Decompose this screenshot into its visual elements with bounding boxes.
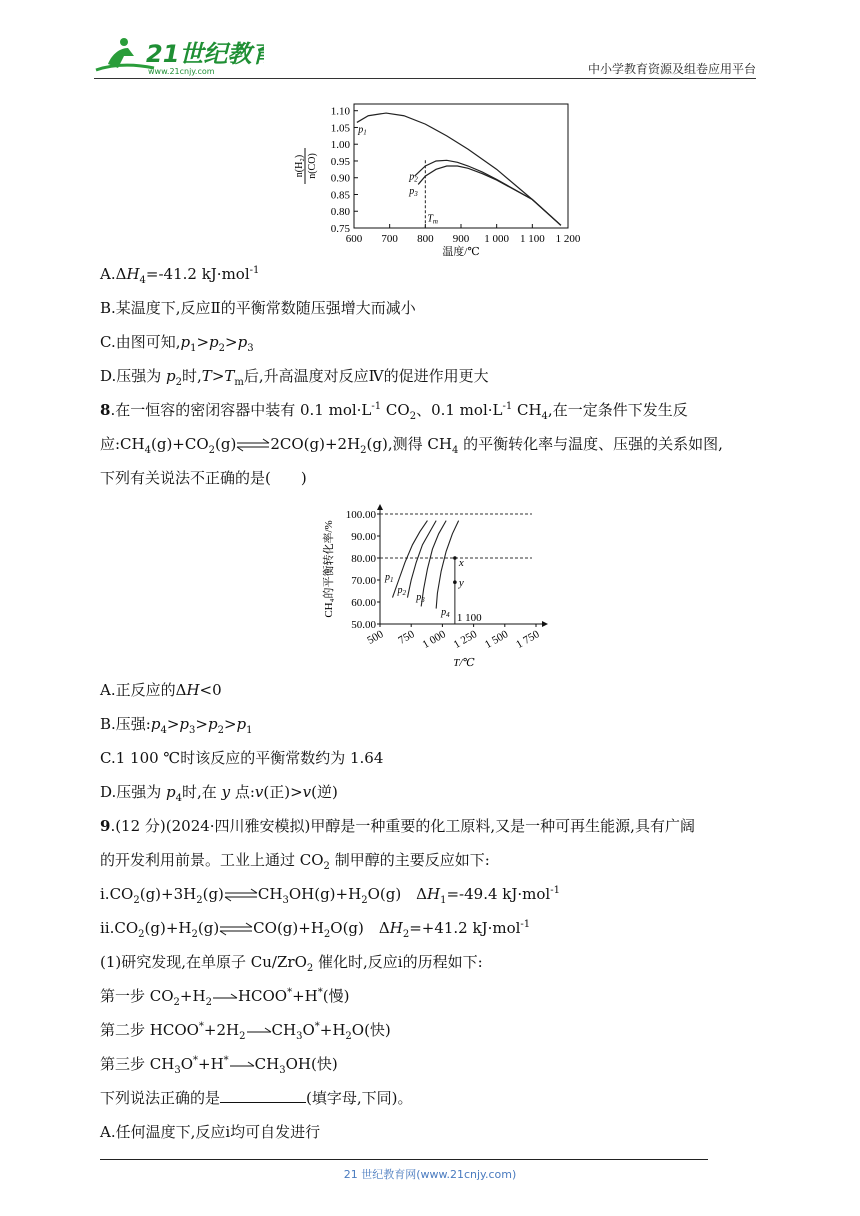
label-p2: $p_2$ [397, 585, 406, 598]
y-tick-label: 0.75 [330, 223, 350, 235]
reaction-arrow-icon [246, 1025, 272, 1037]
y-tick-label: 1.10 [330, 105, 350, 118]
y-tick-label: 1.05 [330, 122, 350, 135]
label-p3: $p_3$ [409, 185, 418, 198]
t1100-label: 1 100 [456, 612, 482, 624]
q8-option-d: D.压强为 $p_4$时,在 y 点:v(正)>v(逆) [100, 783, 338, 804]
q8-stem-line3: 下列有关说法不正确的是( ) [100, 469, 307, 487]
series-line-p2 [407, 521, 436, 598]
q7-option-b: B.某温度下,反应Ⅱ的平衡常数随压强增大而减小 [100, 299, 416, 317]
q9-option-a: A.任何温度下,反应ⅰ均可自发进行 [100, 1123, 321, 1141]
figure-h2-co-ratio-chart [290, 96, 580, 260]
y-tick-label: 70.00 [351, 575, 376, 587]
x-axis-label: 温度/℃ [442, 246, 480, 256]
site-logo[interactable] [94, 34, 264, 78]
x-axis-label: T/℃ [453, 657, 475, 669]
y-tick-label: 0.95 [330, 155, 350, 168]
y-tick-label: 50.00 [351, 619, 376, 631]
series-line-p1 [357, 113, 561, 225]
y-tick-label: 60.00 [351, 597, 376, 609]
x-tick-label: 1 000 [484, 233, 510, 245]
y-label-denominator: n(CO) [307, 153, 318, 179]
x-tick-label: 500 [365, 628, 386, 647]
x-tick-label: 750 [396, 628, 417, 647]
plot-frame [354, 104, 568, 228]
q8-number: 8 [100, 401, 111, 419]
page-header [94, 34, 756, 78]
q9-question [100, 1088, 413, 1108]
q9-step2: 第二步 $HCOO^*+2H_2$ $CH_3O^*+H_2O$(快) [100, 1021, 391, 1042]
equilibrium-arrow-icon [219, 922, 253, 936]
q8-option-a: A.正反应的ΔH<0 [100, 681, 222, 699]
y-axis-arrow-icon [377, 504, 383, 510]
answer-blank[interactable] [220, 1088, 306, 1103]
q7-option-c: C.由图可知$,p_1>p_2>p_3$ [100, 333, 254, 354]
label-p2: $p_2$ [409, 171, 418, 184]
q8-option-c: C.1 100 ℃时该反应的平衡常数约为 1.64 [100, 749, 384, 767]
question-text: 下列说法正确的是 [100, 1089, 221, 1107]
y-axis-label: CH₄的平衡转化率/% [323, 520, 335, 618]
reaction-arrow-icon [229, 1059, 255, 1071]
q9-stem-line1: 9.(12 分)(2024·四川雅安模拟)甲醇是一种重要的化工原料,又是一种可再生能源,具有广阔 [100, 817, 695, 835]
q9-reaction-ii: $ⅱ.CO_2(g)+H_2(g)$ $CO(g)+H_2O(g)$ $\Delta H_2=+41.2$ kJ·mol$^{-1}$ [100, 919, 531, 940]
point-label-y: y [458, 577, 464, 590]
figure-ch4-conversion-chart [318, 500, 548, 674]
label-p1: $p_1$ [385, 572, 394, 584]
x-tick-label: 1 250 [451, 628, 480, 651]
label-tm: $T_m$ [427, 213, 438, 226]
series-line-p2 [415, 160, 561, 225]
series-line-p3 [421, 521, 446, 607]
q9-step1: 第一步 $CO_2+H_2$ HCOO*+H*(慢) [100, 987, 350, 1008]
x-tick-label: 1 100 [519, 233, 545, 245]
q7-option-d: D.压强为 $p_2$时$,T>T_m$后,升高温度对反应Ⅳ的促进作用更大 [100, 367, 489, 388]
footer-text[interactable]: 21 世纪教育网(www.21cnjy.com) [343, 1168, 517, 1181]
x-tick-label: 700 [381, 233, 398, 245]
y-tick-label: 0.90 [330, 172, 350, 185]
y-tick-label: 90.00 [351, 531, 376, 543]
y-axis-label [294, 148, 318, 184]
point-label-x: x [458, 557, 464, 569]
series-line-p3 [418, 166, 561, 225]
q7-option-a: $A.\Delta H_4=-41.2$ kJ·mol$^{-1}$ [100, 265, 260, 286]
q9-reaction-i: $ⅰ.CO_2(g)+3H_2(g)$ $CH_3OH(g)+H_2O(g)$ $\Delta H_1=-49.4$ kJ·mol$^{-1}$ [100, 885, 560, 906]
q8-stem-line1: 8.在一恒容的密闭容器中装有 0.1 $mol\cdot L^{-1}$ $CO_2$、0.1 $mol\cdot L^{-1}$ $CH_4$,在一定条件下发生反 [100, 401, 688, 422]
site-name: 中小学教育资源及组卷应用平台 [587, 62, 756, 76]
x-axis-arrow-icon [542, 621, 548, 627]
point-x [453, 556, 457, 560]
x-tick-label: 1 750 [514, 628, 542, 651]
x-tick-label: 1 000 [420, 628, 448, 651]
reaction-arrow-icon [212, 991, 238, 1003]
y-tick-label: 80.00 [351, 553, 376, 565]
label-p3: $p_3$ [416, 591, 425, 604]
logo-url: www.21cnjy.com [148, 67, 215, 76]
equilibrium-arrow-icon [224, 888, 258, 902]
y-label-numerator: n(H₂) [294, 154, 305, 178]
q8-stem-line2: 应$:CH_4(g)+CO_2(g)$ $2CO(g)+2H_2(g)$,测得 $CH_4$ 的平衡转化率与温度、压强的关系如图, [100, 435, 723, 456]
q8-option-b: B.压强$:p_4>p_3>p_2>p_1$ [100, 715, 253, 736]
y-tick-label: 1.00 [330, 139, 350, 152]
q9-stem-line2: 的开发利用前景。工业上通过 $CO_2$ 制甲醇的主要反应如下: [100, 851, 490, 872]
header-divider [94, 78, 756, 79]
x-tick-label: 1 500 [482, 628, 511, 651]
point-y [453, 580, 457, 584]
footer-divider [100, 1159, 708, 1160]
logo-text: 21世纪教育 [146, 40, 264, 68]
y-tick-label: 100.00 [345, 509, 376, 521]
x-tick-label: 600 [345, 233, 363, 245]
x-tick-label: 900 [452, 233, 470, 245]
y-tick-label: 0.85 [330, 189, 350, 202]
label-p4: $p_4$ [441, 607, 450, 620]
equilibrium-arrow-icon [236, 438, 270, 452]
q9-sub1: (1)研究发现,在单原子 Cu/ZrO$_2$ 催化时,反应ⅰ的历程如下: [100, 953, 483, 974]
label-p1: $p_1$ [358, 124, 367, 137]
x-tick-label: 800 [417, 233, 434, 245]
question-hint: (填字母,下同)。 [306, 1089, 413, 1107]
x-tick-label: 1 200 [555, 233, 580, 245]
q9-step3: 第三步 $CH_3O^*+H^*$ $CH_3OH$(快) [100, 1055, 338, 1076]
y-tick-label: 0.80 [330, 206, 350, 219]
